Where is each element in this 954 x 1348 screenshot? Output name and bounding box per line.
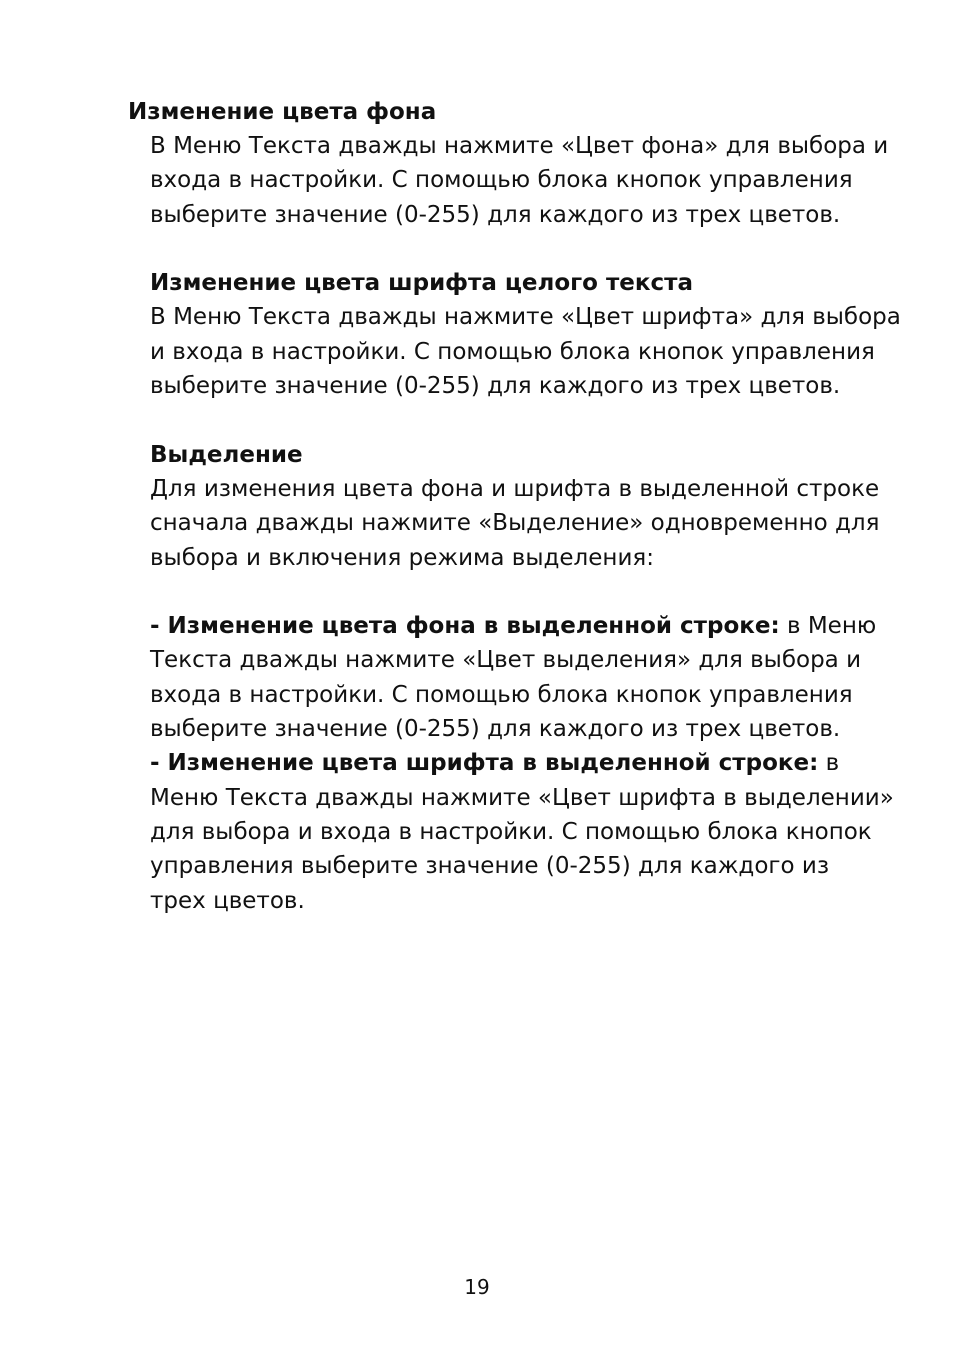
bg-color-line-3: выберите значение (0-255) для каждого из трех цветов. (150, 201, 841, 228)
bg-color-line-2: входа в настройки. С помощью блока кнопок управления (150, 167, 853, 194)
font-color-line-3: выберите значение (0-255) для каждого из трех цветов. (150, 373, 841, 400)
highlight-font-line-4: управления выберите значение (0-255) для каждого из (150, 853, 830, 880)
highlight-bg-line-1 (150, 609, 910, 643)
font-color-line-2: и входа в настройки. С помощью блока кнопок управления (150, 338, 875, 365)
highlight-bg-line-2: Текста дважды нажмите «Цвет выделения» для выбора и (150, 647, 862, 674)
highlight-bg-line-3: входа в настройки. С помощью блока кнопок управления (150, 681, 853, 708)
spacer (150, 232, 910, 266)
highlight-font-lead: - Изменение цвета шрифта в выделенной строке: (150, 750, 819, 777)
highlight-bg-line-4: выберите значение (0-255) для каждого из трех цветов. (150, 716, 841, 743)
page-number: 19 (464, 1275, 490, 1299)
highlight-line-1: Для изменения цвета фона и шрифта в выделенной строке (150, 475, 880, 502)
highlight-line-2: сначала дважды нажмите «Выделение» одновременно для (150, 510, 880, 537)
spacer (150, 403, 910, 437)
heading-bg-color: Изменение цвета фона (128, 99, 437, 125)
highlight-bg-lead: - Изменение цвета фона в выделенной строке: (150, 613, 780, 640)
highlight-font-rest: в (818, 750, 840, 777)
highlight-font-line-2: Меню Текста дважды нажмите «Цвет шрифта в выделении» (150, 784, 894, 811)
highlight-font-line-5: трех цветов. (150, 887, 305, 914)
highlight-font-line-1 (150, 746, 910, 780)
heading-font-color: Изменение цвета шрифта целого текста (150, 270, 694, 297)
highlight-line-3: выбора и включения режима выделения: (150, 544, 654, 571)
spacer (150, 575, 910, 609)
font-color-line-1: В Меню Текста дважды нажмите «Цвет шрифта» для выбора (150, 304, 901, 331)
highlight-font-line-3: для выбора и входа в настройки. С помощью блока кнопок (150, 818, 872, 845)
highlight-bg-rest: в Меню (779, 613, 877, 640)
heading-highlight: Выделение (150, 441, 303, 468)
page-content (150, 129, 910, 918)
bg-color-line-1: В Меню Текста дважды нажмите «Цвет фона» для выбора и (150, 133, 889, 159)
